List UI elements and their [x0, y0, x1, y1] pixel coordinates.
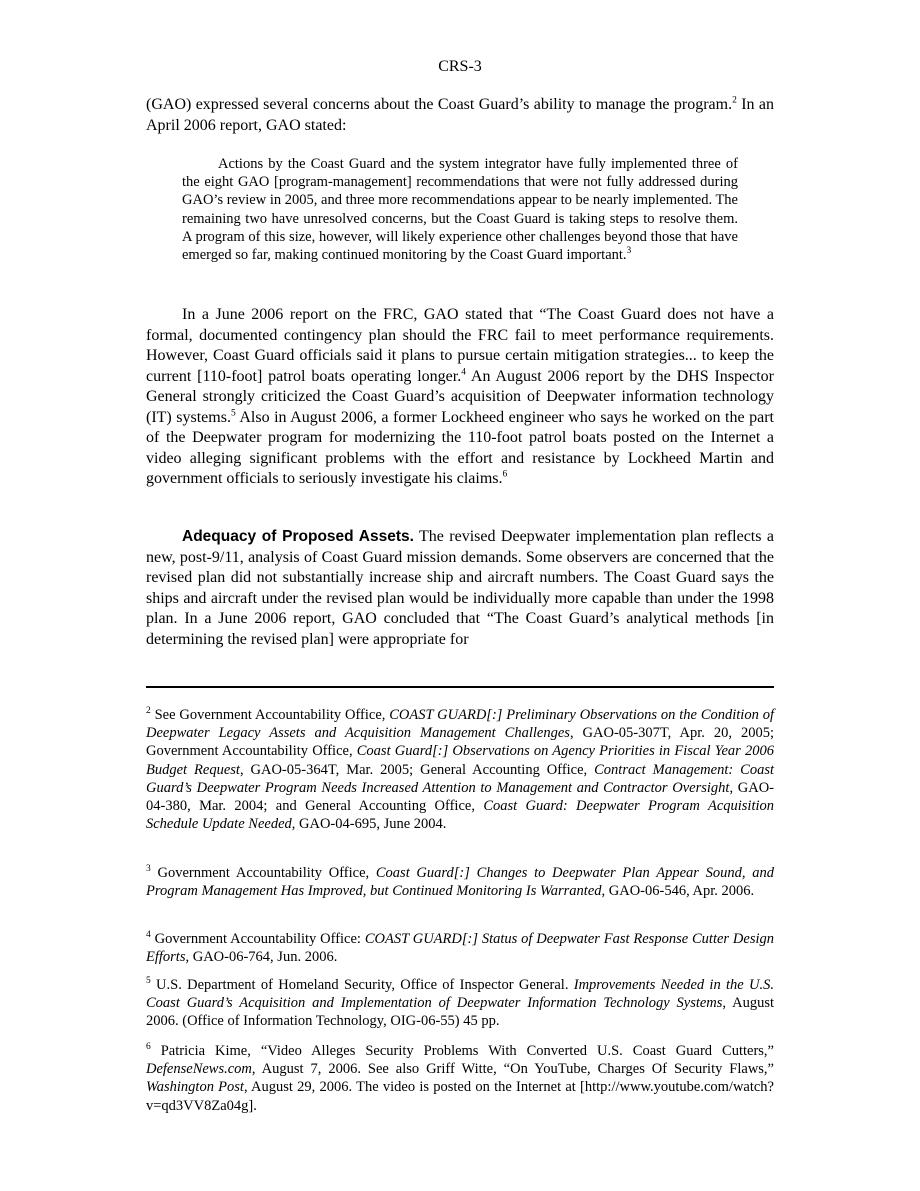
- footnote-text: Patricia Kime, “Video Alleges Security Problems With Converted U.S. Coast Guard Cutters,”: [150, 1043, 774, 1059]
- footnote-title: Coast Guard[:] Observations on Agency Priorities in Fiscal Year 2006 Budget Request: [146, 743, 774, 778]
- paragraph-text: An August 2006 report by the DHS Inspector General strongly criticized the Coast Guard’s acquisition of Deepwater information technology (IT) systems.: [146, 367, 774, 426]
- footnote-text: , GAO-05-364T, Mar. 2005; General Accounting Office,: [239, 761, 595, 778]
- body-paragraph-1: [146, 95, 774, 136]
- footnote-text: , August 2006. (Office of Information Technology, OIG-06-55) 45 pp.: [146, 995, 774, 1030]
- paragraph-text: Also in August 2006, a former Lockheed engineer who says he worked on the part of the Deepwater program for modernizing the 110-foot patrol boats posted on the Internet a video alleging significant problems with the effort and resistance by Lockheed Martin and government officials to seriously investigate his claims.: [146, 408, 774, 487]
- footnote-text: , GAO-04-695, June 2004.: [291, 816, 447, 833]
- footnote-title: COAST GUARD[:] Preliminary Observations on the Condition of Deepwater Legacy Assets and Acquisition Management Challenges: [146, 707, 774, 742]
- footnote-ref-3[interactable]: 3: [626, 246, 632, 257]
- footnote-ref-5[interactable]: 5: [230, 408, 236, 419]
- footnote-5: [146, 976, 774, 1031]
- footnote-6: [146, 1042, 774, 1115]
- footnote-text: , GAO-04-380, Mar. 2004; and General Accounting Office,: [146, 779, 774, 815]
- paragraph-text: (GAO) expressed several concerns about the Coast Guard’s ability to manage the program.: [146, 96, 733, 113]
- footnote-text: Government Accountability Office,: [150, 865, 376, 881]
- footnote-ref-6[interactable]: 6: [502, 469, 508, 480]
- page-header: CRS-3: [438, 58, 482, 75]
- footnote-title: Washington Post: [146, 1079, 244, 1096]
- footnote-number: 3: [146, 864, 151, 875]
- body-paragraph-2: [146, 305, 774, 490]
- footnote-text: U.S. Department of Homeland Security, Office of Inspector General.: [150, 977, 574, 993]
- footnote-text: , GAO-05-307T, Apr. 20, 2005; Government Accountability Office,: [146, 725, 774, 760]
- body-paragraph-3: [146, 527, 774, 650]
- footnote-ref-2[interactable]: 2: [732, 95, 737, 106]
- footnote-number: 6: [146, 1042, 151, 1053]
- footnote-number: 2: [146, 706, 151, 717]
- footnote-text: See Government Accountability Office,: [150, 707, 390, 723]
- footnote-text: Government Accountability Office:: [150, 931, 365, 947]
- footnote-title: Improvements Needed in the U.S. Coast Guard’s Acquisition and Implementation of Deepwater Information Technology Systems: [146, 977, 774, 1012]
- footnote-4: [146, 930, 774, 966]
- footnote-text: , August 7, 2006. See also Griff Witte, “On YouTube, Charges Of Security Flaws,”: [251, 1061, 774, 1078]
- footnote-title: Contract Management: Coast Guard’s Deepwater Program Needs Increased Attention to Management and Contractor Oversight: [146, 761, 774, 796]
- footnote-text: , August 29, 2006. The video is posted on the Internet at [http://www.youtube.com/watch?v=qd3VV8Za04g].: [146, 1079, 774, 1114]
- paragraph-text: In an April 2006 report, GAO stated:: [146, 96, 775, 134]
- footnote-number: 5: [146, 976, 151, 987]
- quote-text: Actions by the Coast Guard and the system integrator have fully implemented three of the eight GAO [program-management] recommendations that were not fully addressed during GAO’s review in 2005, and three more recommendations appear to be nearly implemented. The remaining two have unresolved concerns, but the Coast Guard is taking steps to resolve them. A program of this size, however, will likely experience other challenges beyond those that have emerged so far, making continued monitoring by the Coast Guard important.: [182, 156, 738, 264]
- footnote-2: [146, 706, 774, 833]
- footnote-title: COAST GUARD[:] Status of Deepwater Fast Response Cutter Design Efforts: [146, 931, 774, 966]
- footnote-ref-4[interactable]: 4: [461, 367, 466, 378]
- footnote-number: 4: [146, 930, 151, 941]
- footnote-title: Coast Guard[:] Changes to Deepwater Plan Appear Sound, and Program Management Has Improved, but Continued Monitoring Is Warranted: [146, 865, 774, 900]
- block-quote: [146, 155, 774, 264]
- footnote-3: [146, 864, 774, 900]
- section-heading: Adequacy of Proposed Assets.: [182, 528, 414, 545]
- footnote-separator: [146, 686, 774, 688]
- footnote-text: , GAO-06-546, Apr. 2006.: [601, 883, 755, 900]
- paragraph-text: In a June 2006 report on the FRC, GAO stated that “The Coast Guard does not have a formal, documented contingency plan should the FRC fail to meet performance requirements. However, Coast Guard officials said it plans to pursue certain mitigation strategies... to keep the current [110-foot] patrol boats operating longer.: [146, 306, 774, 385]
- paragraph-text: The revised Deepwater implementation plan reflects a new, post-9/11, analysis of Coast Guard mission demands. Some observers are concerned that the revised plan did not substantially increase ship and aircraft numbers. The Coast Guard says the ships and aircraft under the revised plan would be individually more capable than under the 1998 plan. In a June 2006 report, GAO concluded that “The Coast Guard’s analytical methods [in determining the revised plan] were appropriate for: [146, 528, 774, 648]
- footnote-text: , GAO-06-764, Jun. 2006.: [185, 949, 338, 966]
- footnote-title: DefenseNews.com: [146, 1061, 252, 1078]
- footnote-title: Coast Guard: Deepwater Program Acquisition Schedule Update Needed: [146, 798, 775, 833]
